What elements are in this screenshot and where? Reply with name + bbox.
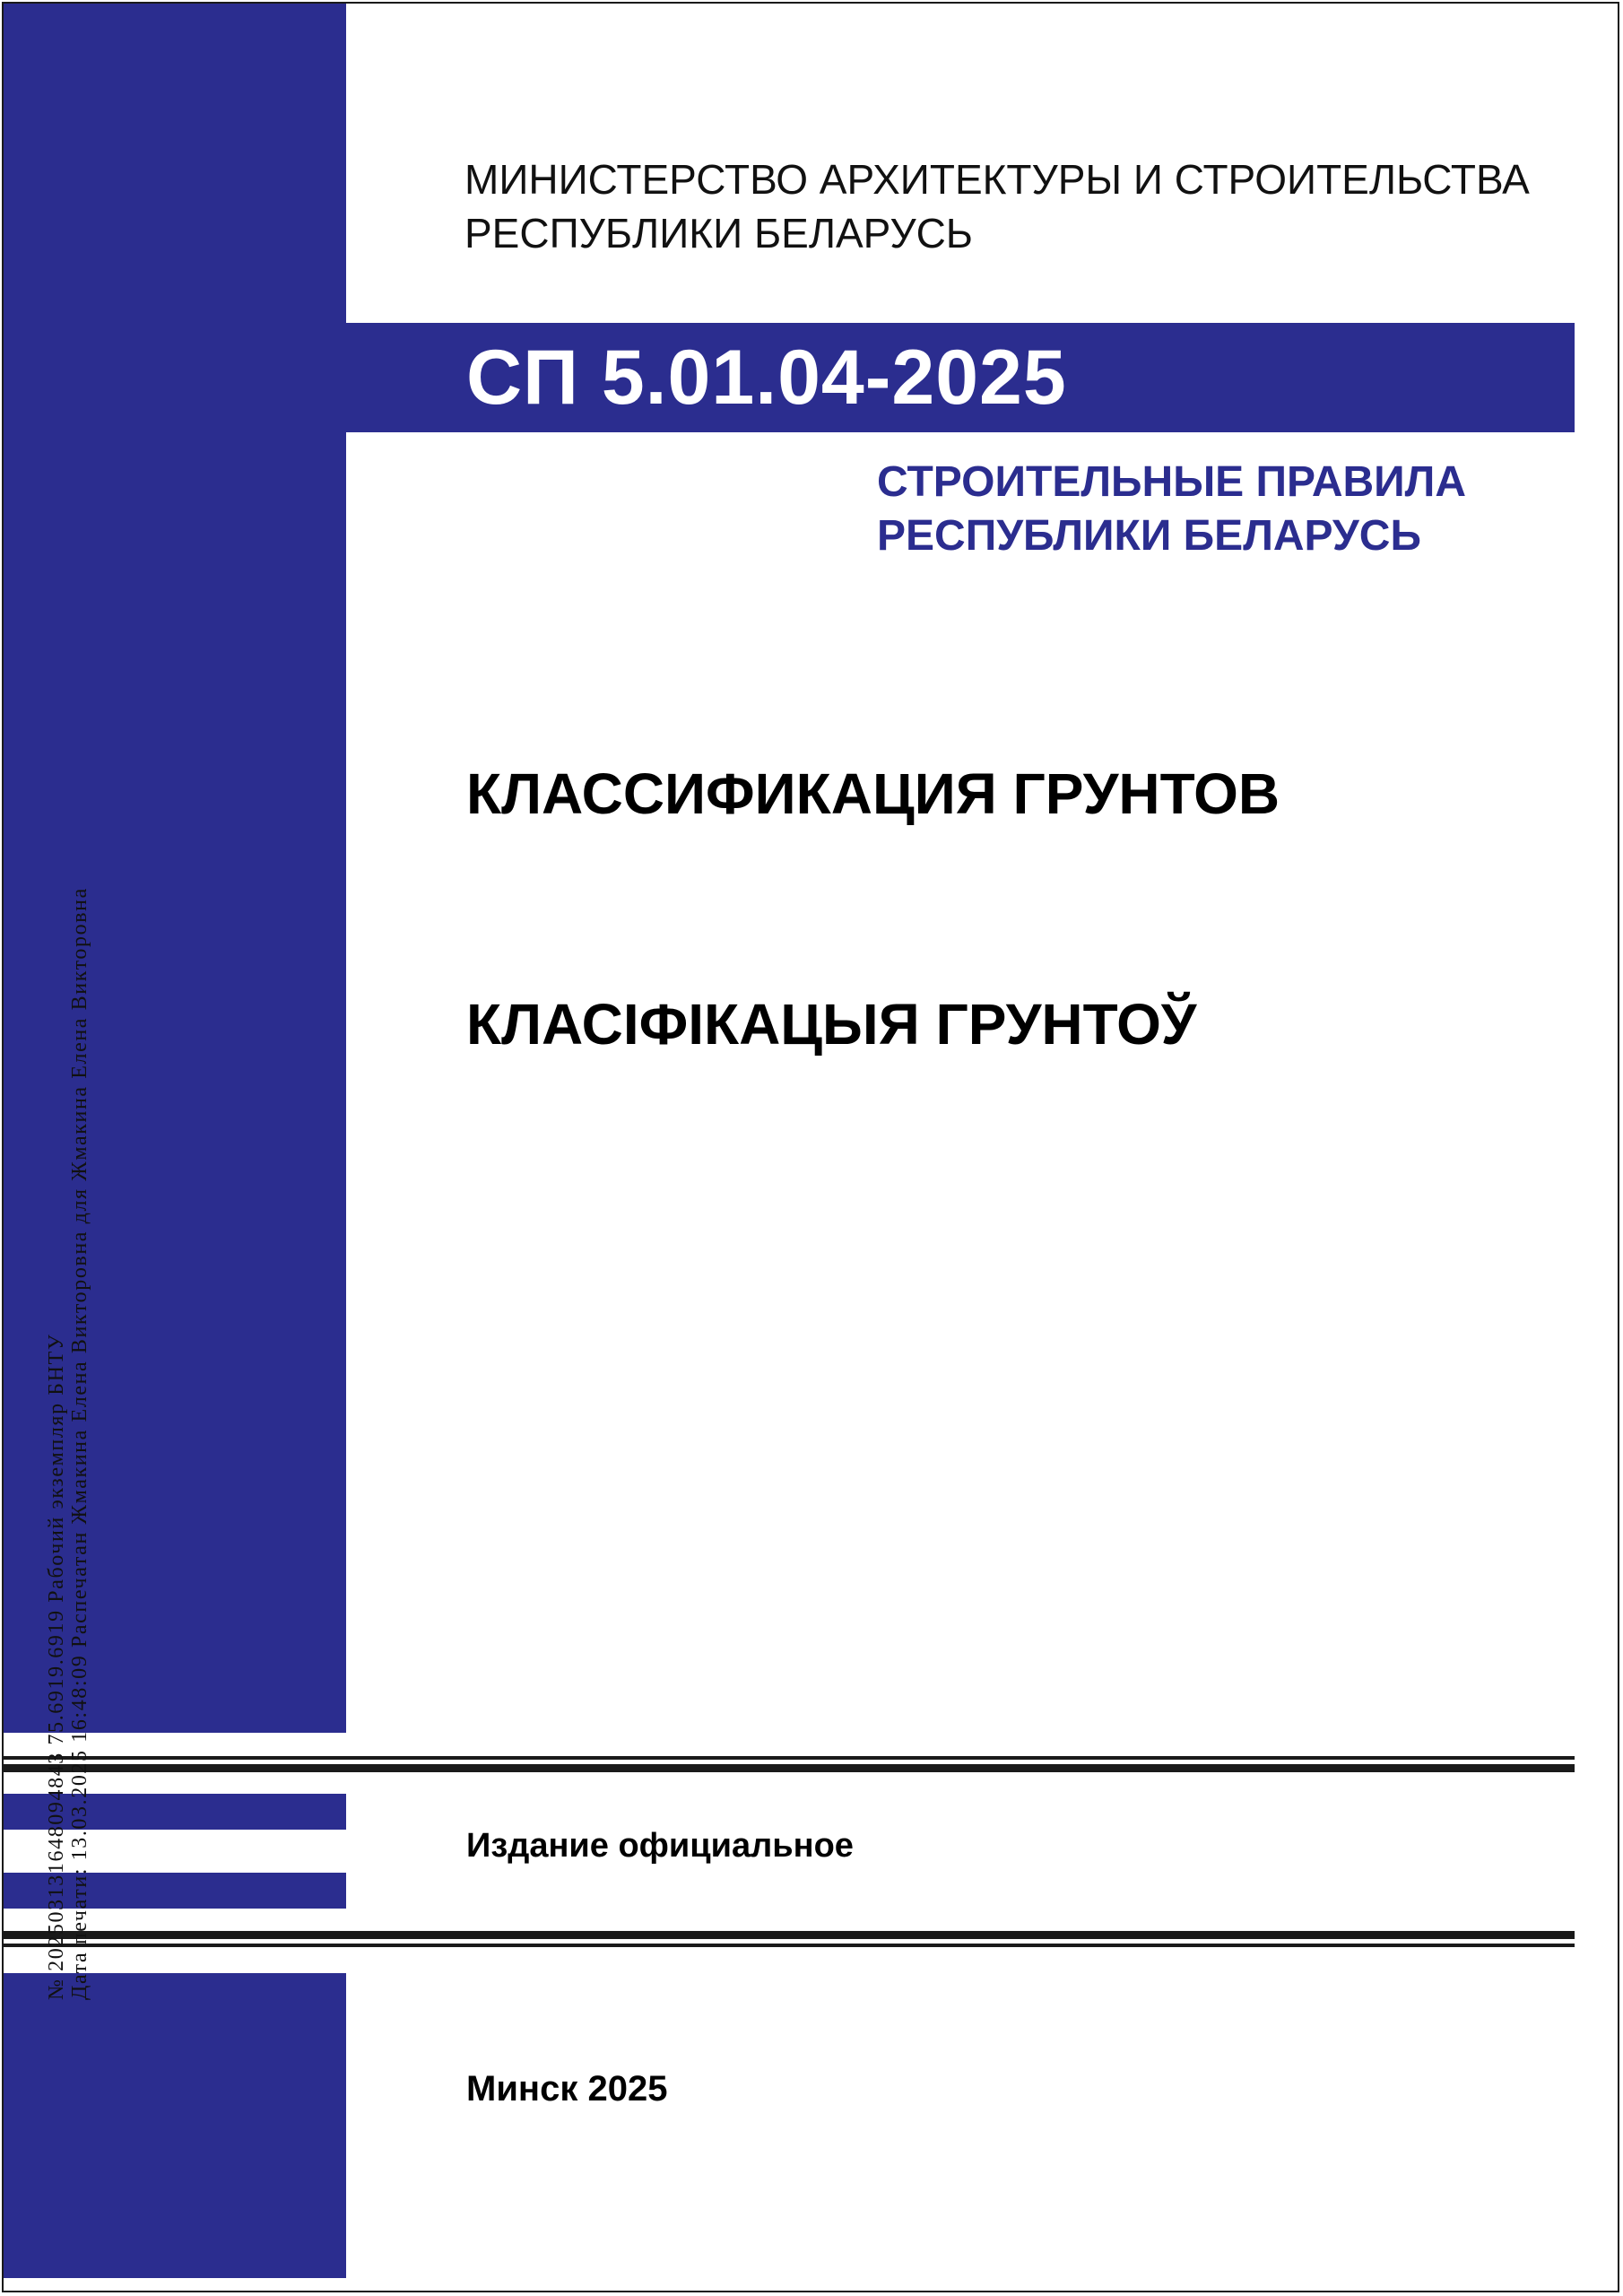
print-stamp-line-2: Дата печати: 13.03.2025 16:48:09 Распечатан Жмакина Елена Викторовна для Жмакина Елена Викторовна: [68, 887, 91, 2000]
divider-bottom-thin: [4, 1944, 1575, 1947]
divider-bottom-thick: [4, 1931, 1575, 1939]
title-belarusian: КЛАСІФІКАЦЫЯ ГРУНТОЎ: [466, 992, 1197, 1057]
edition-label: Издание официальное: [466, 1827, 854, 1865]
document-code: СП 5.01.04-2025: [466, 335, 1067, 421]
document-type-line-1: СТРОИТЕЛЬНЫЕ ПРАВИЛА: [877, 458, 1466, 506]
side-band-bottom: [4, 1973, 346, 2278]
divider-top-thick: [4, 1764, 1575, 1772]
ministry-name: [464, 152, 1541, 260]
print-stamp-line-1: № 202503131648094843 75.6919.6919 Рабочий экземпляр БНТУ: [45, 1333, 68, 2000]
title-russian: КЛАССИФИКАЦИЯ ГРУНТОВ: [466, 761, 1280, 826]
city-year: Минск 2025: [466, 2069, 668, 2109]
print-stamp: [45, 887, 91, 2000]
divider-top-thin: [4, 1756, 1575, 1760]
document-type: [877, 456, 1466, 563]
ministry-line-1: МИНИСТЕРСТВО АРХИТЕКТУРЫ И СТРОИТЕЛЬСТВА: [464, 156, 1530, 203]
ministry-line-2: РЕСПУБЛИКИ БЕЛАРУСЬ: [464, 210, 973, 257]
document-type-line-2: РЕСПУБЛИКИ БЕЛАРУСЬ: [877, 512, 1421, 560]
